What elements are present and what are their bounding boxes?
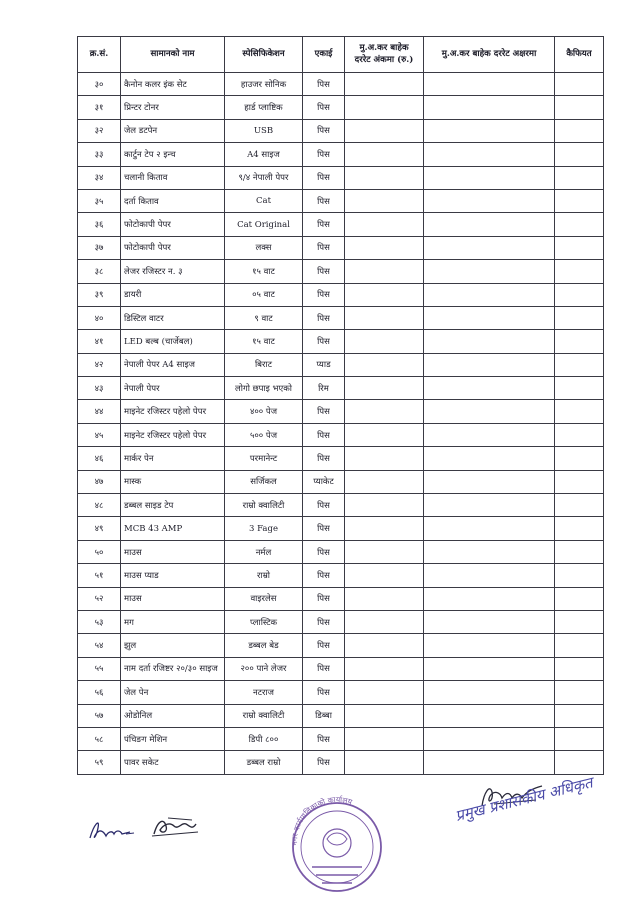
svg-text:नगर कार्यपालिकाको कार्यालय	[290, 795, 354, 846]
remarks-cell	[555, 610, 604, 633]
table-row	[78, 681, 604, 704]
office-stamp	[282, 795, 392, 900]
serial-cell: ३९	[78, 283, 121, 306]
table-row	[78, 447, 604, 470]
serial-cell: ५५	[78, 657, 121, 680]
remarks-cell	[555, 236, 604, 259]
rate-figures-cell	[345, 236, 424, 259]
rate-figures-cell	[345, 727, 424, 750]
signature-middle	[148, 812, 202, 840]
rate-figures-cell	[345, 447, 424, 470]
remarks-cell	[555, 727, 604, 750]
table-row	[78, 236, 604, 259]
item-name-cell: जेल डटपेन	[121, 119, 225, 142]
specification-cell: राम्रो क्वालिटी	[225, 704, 303, 727]
rate-figures-cell	[345, 189, 424, 212]
remarks-cell	[555, 564, 604, 587]
serial-cell: ३६	[78, 213, 121, 236]
unit-cell: पिस	[303, 587, 345, 610]
serial-cell: ५०	[78, 540, 121, 563]
unit-cell: पिस	[303, 119, 345, 142]
header-specification: स्पेसिफिकेशन	[225, 37, 303, 73]
remarks-cell	[555, 634, 604, 657]
remarks-cell	[555, 751, 604, 774]
rate-words-cell	[424, 330, 555, 353]
remarks-cell	[555, 657, 604, 680]
specification-cell: हाउजर सोनिक	[225, 73, 303, 96]
rate-words-cell	[424, 283, 555, 306]
rate-figures-cell	[345, 470, 424, 493]
specification-cell: राम्रो	[225, 564, 303, 587]
item-name-cell: दर्ता किताव	[121, 189, 225, 212]
item-name-cell: नेपाली पेपर	[121, 377, 225, 400]
rate-figures-cell	[345, 306, 424, 329]
serial-cell: ३३	[78, 143, 121, 166]
table-row	[78, 260, 604, 283]
rates-table	[77, 36, 604, 775]
rate-words-cell	[424, 751, 555, 774]
specification-cell: २०० पाने लेजर	[225, 657, 303, 680]
rate-figures-cell	[345, 377, 424, 400]
specification-cell: बिराट	[225, 353, 303, 376]
rate-words-cell	[424, 634, 555, 657]
unit-cell: प्याड	[303, 353, 345, 376]
specification-cell: राम्रो क्वालिटी	[225, 494, 303, 517]
office-title-stamp: प्रमुख प्रशासकीय अधिकृत	[453, 773, 595, 826]
serial-cell: ५७	[78, 704, 121, 727]
table-row	[78, 377, 604, 400]
rate-words-cell	[424, 260, 555, 283]
serial-cell: ५३	[78, 610, 121, 633]
unit-cell: पिस	[303, 423, 345, 446]
unit-cell: पिस	[303, 517, 345, 540]
serial-cell: ३८	[78, 260, 121, 283]
rate-words-cell	[424, 166, 555, 189]
remarks-cell	[555, 681, 604, 704]
rate-words-cell	[424, 353, 555, 376]
specification-cell: डिपी ८००	[225, 727, 303, 750]
table-row	[78, 494, 604, 517]
header-rate-figures-line2: दररेट अंकमा (रु.)	[354, 54, 414, 65]
serial-cell: ५९	[78, 751, 121, 774]
unit-cell: पिस	[303, 610, 345, 633]
rate-words-cell	[424, 213, 555, 236]
table-row	[78, 587, 604, 610]
unit-cell: पिस	[303, 564, 345, 587]
serial-cell: ४६	[78, 447, 121, 470]
unit-cell: पिस	[303, 236, 345, 259]
rate-figures-cell	[345, 260, 424, 283]
specification-cell: ५०० पेज	[225, 423, 303, 446]
specification-cell: ९ वाट	[225, 306, 303, 329]
rate-words-cell	[424, 236, 555, 259]
item-name-cell: मास्क	[121, 470, 225, 493]
unit-cell: रिम	[303, 377, 345, 400]
rate-figures-cell	[345, 166, 424, 189]
rate-figures-cell	[345, 213, 424, 236]
unit-cell: पिस	[303, 494, 345, 517]
specification-cell: सर्जिकल	[225, 470, 303, 493]
unit-cell: पिस	[303, 540, 345, 563]
serial-cell: ४९	[78, 517, 121, 540]
signature-left	[86, 814, 138, 844]
item-name-cell: नेपाली पेपर A4 साइज	[121, 353, 225, 376]
serial-cell: ५१	[78, 564, 121, 587]
serial-cell: ५८	[78, 727, 121, 750]
specification-cell: डब्बल राम्रो	[225, 751, 303, 774]
rate-words-cell	[424, 610, 555, 633]
rate-words-cell	[424, 727, 555, 750]
rate-figures-cell	[345, 423, 424, 446]
rate-figures-cell	[345, 143, 424, 166]
remarks-cell	[555, 260, 604, 283]
remarks-cell	[555, 353, 604, 376]
specification-cell: प्लास्टिक	[225, 610, 303, 633]
rate-figures-cell	[345, 610, 424, 633]
item-name-cell: प्रिन्टर टोनर	[121, 96, 225, 119]
unit-cell: पिस	[303, 727, 345, 750]
specification-cell: ०५ वाट	[225, 283, 303, 306]
table-row	[78, 470, 604, 493]
header-remarks: कैफियत	[555, 37, 604, 73]
rate-words-cell	[424, 73, 555, 96]
rate-words-cell	[424, 447, 555, 470]
table-row	[78, 517, 604, 540]
unit-cell: पिस	[303, 447, 345, 470]
item-name-cell: माउस	[121, 587, 225, 610]
table-row	[78, 634, 604, 657]
table-row	[78, 704, 604, 727]
rate-words-cell	[424, 540, 555, 563]
serial-cell: ३०	[78, 73, 121, 96]
specification-cell: १५ वाट	[225, 330, 303, 353]
remarks-cell	[555, 447, 604, 470]
table-row	[78, 283, 604, 306]
rate-words-cell	[424, 189, 555, 212]
serial-cell: ३१	[78, 96, 121, 119]
item-name-cell: पावर सकेट	[121, 751, 225, 774]
remarks-cell	[555, 119, 604, 142]
rate-words-cell	[424, 423, 555, 446]
unit-cell: पिस	[303, 260, 345, 283]
item-name-cell: कैनोन कलर इंक सेट	[121, 73, 225, 96]
specification-cell: Cat Original	[225, 213, 303, 236]
item-name-cell: नाम दर्ता रजिष्टर २०/३० साइज	[121, 657, 225, 680]
table-row	[78, 353, 604, 376]
item-name-cell: चलानी किताव	[121, 166, 225, 189]
rate-figures-cell	[345, 564, 424, 587]
remarks-cell	[555, 96, 604, 119]
unit-cell: पिस	[303, 166, 345, 189]
rate-words-cell	[424, 657, 555, 680]
rate-figures-cell	[345, 119, 424, 142]
serial-cell: ५४	[78, 634, 121, 657]
rate-words-cell	[424, 494, 555, 517]
item-name-cell: LED बल्ब (चार्जेबल)	[121, 330, 225, 353]
remarks-cell	[555, 143, 604, 166]
rate-words-cell	[424, 143, 555, 166]
specification-cell: लोगो छपाइ भएको	[225, 377, 303, 400]
unit-cell: प्याकेट	[303, 470, 345, 493]
specification-cell: वाइरलेस	[225, 587, 303, 610]
item-name-cell: मार्कर पेन	[121, 447, 225, 470]
table-row	[78, 73, 604, 96]
item-name-cell: पंचिङग मेशिन	[121, 727, 225, 750]
rate-words-cell	[424, 470, 555, 493]
unit-cell: डिब्बा	[303, 704, 345, 727]
specification-cell: लक्स	[225, 236, 303, 259]
item-name-cell: लेजर रजिस्टर न. ३	[121, 260, 225, 283]
table-row	[78, 306, 604, 329]
specification-cell: A4 साइज	[225, 143, 303, 166]
remarks-cell	[555, 470, 604, 493]
rate-figures-cell	[345, 517, 424, 540]
unit-cell: पिस	[303, 189, 345, 212]
specification-cell: Cat	[225, 189, 303, 212]
specification-cell: १५ वाट	[225, 260, 303, 283]
serial-cell: ३७	[78, 236, 121, 259]
item-name-cell: माउस	[121, 540, 225, 563]
rate-figures-cell	[345, 540, 424, 563]
table-row	[78, 727, 604, 750]
unit-cell: पिस	[303, 73, 345, 96]
remarks-cell	[555, 423, 604, 446]
item-name-cell: माइनेट रजिस्टर पहेलो पेपर	[121, 423, 225, 446]
remarks-cell	[555, 494, 604, 517]
rate-words-cell	[424, 517, 555, 540]
remarks-cell	[555, 400, 604, 423]
specification-cell: हार्ड प्लाष्टिक	[225, 96, 303, 119]
unit-cell: पिस	[303, 306, 345, 329]
item-name-cell: फोटोकापी पेपर	[121, 236, 225, 259]
item-name-cell: डब्बल साइड टेप	[121, 494, 225, 517]
remarks-cell	[555, 377, 604, 400]
header-serial: क्र.सं.	[78, 37, 121, 73]
rate-words-cell	[424, 704, 555, 727]
unit-cell: पिस	[303, 283, 345, 306]
specification-cell: ९/४ नेपाली पेपर	[225, 166, 303, 189]
remarks-cell	[555, 166, 604, 189]
rate-figures-cell	[345, 283, 424, 306]
header-unit: एकाई	[303, 37, 345, 73]
table-row	[78, 751, 604, 774]
remarks-cell	[555, 540, 604, 563]
table-row	[78, 119, 604, 142]
table-row	[78, 423, 604, 446]
table-row	[78, 610, 604, 633]
serial-cell: ४२	[78, 353, 121, 376]
rate-words-cell	[424, 587, 555, 610]
remarks-cell	[555, 189, 604, 212]
rate-words-cell	[424, 377, 555, 400]
remarks-cell	[555, 213, 604, 236]
unit-cell: पिस	[303, 634, 345, 657]
remarks-cell	[555, 587, 604, 610]
rate-figures-cell	[345, 657, 424, 680]
item-name-cell: कार्टुन टेप २ इन्च	[121, 143, 225, 166]
rate-figures-cell	[345, 494, 424, 517]
table-body	[78, 73, 604, 775]
serial-cell: ३२	[78, 119, 121, 142]
table-row	[78, 96, 604, 119]
item-name-cell: MCB 43 AMP	[121, 517, 225, 540]
remarks-cell	[555, 73, 604, 96]
rate-figures-cell	[345, 587, 424, 610]
specification-cell: परमानेन्ट	[225, 447, 303, 470]
remarks-cell	[555, 283, 604, 306]
specification-cell: ४०० पेज	[225, 400, 303, 423]
item-name-cell: डिस्टिल वाटर	[121, 306, 225, 329]
table-row	[78, 657, 604, 680]
header-item-name: सामानको नाम	[121, 37, 225, 73]
serial-cell: ४८	[78, 494, 121, 517]
rate-words-cell	[424, 96, 555, 119]
table-row	[78, 540, 604, 563]
specification-cell: डब्बल बेड	[225, 634, 303, 657]
remarks-cell	[555, 704, 604, 727]
header-rate-figures-line1: मु.अ.कर बाहेक	[359, 42, 409, 53]
specification-cell: USB	[225, 119, 303, 142]
serial-cell: ४०	[78, 306, 121, 329]
specification-cell: नटराज	[225, 681, 303, 704]
remarks-cell	[555, 330, 604, 353]
item-name-cell: ओडोनिल	[121, 704, 225, 727]
unit-cell: पिस	[303, 143, 345, 166]
rate-words-cell	[424, 564, 555, 587]
table-row	[78, 330, 604, 353]
item-name-cell: झुल	[121, 634, 225, 657]
rate-words-cell	[424, 681, 555, 704]
rate-figures-cell	[345, 634, 424, 657]
rate-figures-cell	[345, 353, 424, 376]
unit-cell: पिस	[303, 96, 345, 119]
rate-figures-cell	[345, 400, 424, 423]
rate-figures-cell	[345, 704, 424, 727]
table-row	[78, 143, 604, 166]
specification-cell: नर्मल	[225, 540, 303, 563]
serial-cell: ४५	[78, 423, 121, 446]
table-row	[78, 400, 604, 423]
remarks-cell	[555, 306, 604, 329]
specification-cell: 3 Fage	[225, 517, 303, 540]
table-row	[78, 564, 604, 587]
serial-cell: ५२	[78, 587, 121, 610]
rate-figures-cell	[345, 751, 424, 774]
stamp-text: नगर कार्यपालिकाको कार्यालय	[289, 795, 354, 846]
serial-cell: ५६	[78, 681, 121, 704]
remarks-cell	[555, 517, 604, 540]
item-name-cell: डायरी	[121, 283, 225, 306]
table-row	[78, 189, 604, 212]
rate-figures-cell	[345, 681, 424, 704]
rate-words-cell	[424, 306, 555, 329]
serial-cell: ३४	[78, 166, 121, 189]
unit-cell: पिस	[303, 400, 345, 423]
serial-cell: ३५	[78, 189, 121, 212]
unit-cell: पिस	[303, 330, 345, 353]
rate-figures-cell	[345, 73, 424, 96]
table-header-row	[78, 37, 604, 73]
item-name-cell: फोटोकापी पेपर	[121, 213, 225, 236]
rate-words-cell	[424, 400, 555, 423]
serial-cell: ४४	[78, 400, 121, 423]
unit-cell: पिस	[303, 681, 345, 704]
table-row	[78, 213, 604, 236]
serial-cell: ४७	[78, 470, 121, 493]
unit-cell: पिस	[303, 751, 345, 774]
rate-figures-cell	[345, 330, 424, 353]
item-name-cell: मग	[121, 610, 225, 633]
serial-cell: ४३	[78, 377, 121, 400]
rate-figures-cell	[345, 96, 424, 119]
serial-cell: ४१	[78, 330, 121, 353]
item-name-cell: माउस प्याड	[121, 564, 225, 587]
unit-cell: पिस	[303, 213, 345, 236]
item-name-cell: माइनेट रजिस्टर पहेलो पेपर	[121, 400, 225, 423]
header-rate-words: मु.अ.कर बाहेक दररेट अक्षरमा	[424, 37, 555, 73]
header-rate-figures	[345, 37, 424, 73]
table-row	[78, 166, 604, 189]
rate-words-cell	[424, 119, 555, 142]
unit-cell: पिस	[303, 657, 345, 680]
item-name-cell: जेल पेन	[121, 681, 225, 704]
